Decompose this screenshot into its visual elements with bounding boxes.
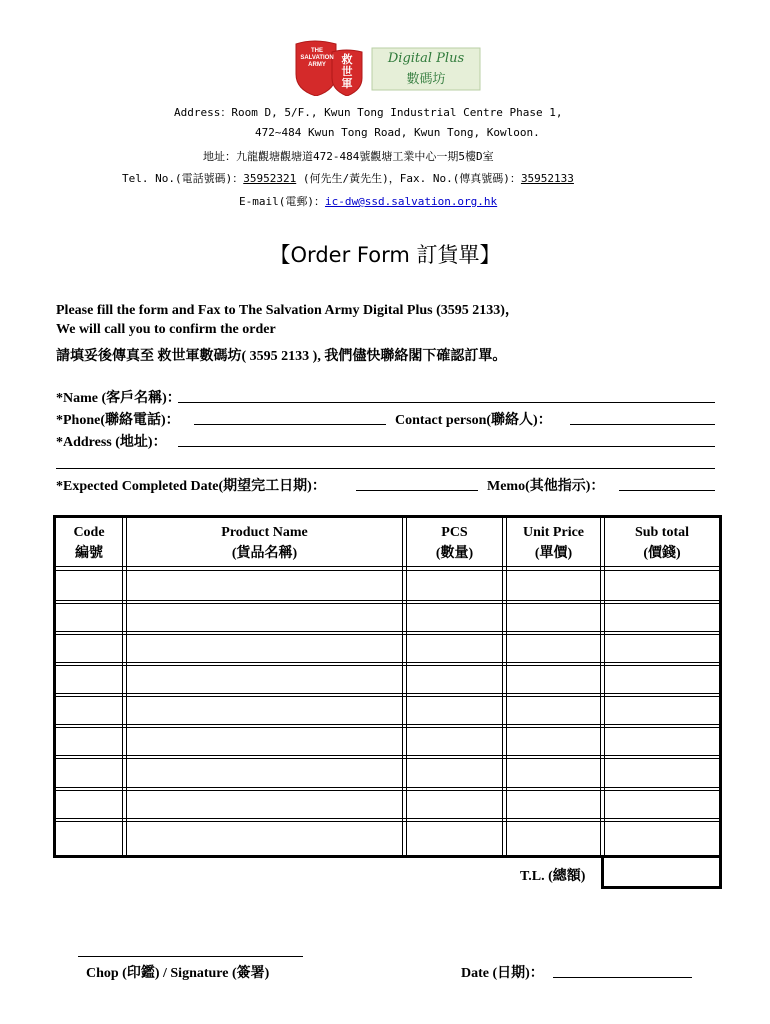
page-title: 【Order Form 訂貨單】 bbox=[269, 243, 501, 267]
logo bbox=[292, 38, 482, 96]
name-label: *Name (客戶名稱)： bbox=[56, 391, 181, 406]
address-en-line2: 472~484 Kwun Tong Road, Kwun Tong, Kowloon. bbox=[255, 126, 540, 139]
column-header-code: Code 編號 bbox=[73, 525, 105, 561]
address-zh: 地址：九龍觀塘觀塘道472-484號觀塘工業中心一期5樓D室 bbox=[203, 150, 494, 163]
tel-label: Tel. No.(電話號碼)： bbox=[122, 172, 244, 185]
tel-contacts: (何先生/黃先生)，Fax. No.(傳真號碼)： bbox=[296, 172, 521, 185]
total-box[interactable] bbox=[601, 857, 722, 889]
logo-brand-en: Digital Plus bbox=[387, 51, 465, 66]
date-field[interactable] bbox=[553, 977, 692, 978]
chop-signature-label: Chop (印鑑) / Signature (簽署) bbox=[86, 966, 270, 981]
fax-value: 35952133 bbox=[520, 172, 574, 185]
logo-chinese-text: 救世軍 bbox=[341, 54, 353, 90]
total-label: T.L. (總額) bbox=[520, 869, 586, 884]
contact-person-label: Contact person(聯絡人)： bbox=[395, 413, 552, 428]
logo-brand-zh: 數碼坊 bbox=[406, 71, 446, 86]
phone-field[interactable] bbox=[194, 424, 386, 425]
date-label: Date (日期)： bbox=[461, 966, 544, 981]
column-header-unit-price: Unit Price (單價) bbox=[522, 525, 585, 561]
expected-date-field[interactable] bbox=[356, 490, 478, 491]
signature-line[interactable] bbox=[78, 956, 303, 957]
memo-field[interactable] bbox=[619, 490, 715, 491]
email-link[interactable]: ic-dw@ssd.salvation.org.hk bbox=[324, 195, 498, 208]
instruction-line-2: We will call you to confirm the order bbox=[56, 322, 276, 337]
memo-label: Memo(其他指示)： bbox=[487, 479, 605, 494]
address-field[interactable] bbox=[178, 446, 715, 447]
logo-shield-text: THE SALVATION ARMY bbox=[300, 48, 334, 68]
address-en-line1: Address：Room D, 5/F., Kwun Tong Industrial Centre Phase 1, bbox=[174, 106, 563, 119]
column-header-sub-total: Sub total (價錢) bbox=[634, 525, 690, 561]
instruction-line-3: 請填妥後傳真至 救世軍數碼坊( 3595 2133 ), 我們儘快聯絡閣下確認訂單。 bbox=[56, 349, 507, 364]
contact-line bbox=[122, 170, 574, 186]
instruction-line-1: Please fill the form and Fax to The Salvation Army Digital Plus (3595 2133)， bbox=[56, 303, 519, 318]
email-label: E-mail(電郵)： bbox=[239, 195, 325, 208]
address-label: *Address (地址)： bbox=[56, 435, 167, 450]
column-header-pcs: PCS (數量) bbox=[435, 525, 474, 561]
phone-label: *Phone(聯絡電話)： bbox=[56, 413, 180, 428]
contact-person-field[interactable] bbox=[570, 424, 715, 425]
expected-date-label: *Expected Completed Date(期望完工日期)： bbox=[56, 479, 326, 494]
tel-value: 35952321 bbox=[243, 172, 297, 185]
address-field-line-2[interactable] bbox=[56, 468, 715, 469]
email-line bbox=[239, 193, 497, 209]
column-header-product-name: Product Name (貨品名稱) bbox=[221, 525, 308, 561]
name-field[interactable] bbox=[178, 402, 715, 403]
